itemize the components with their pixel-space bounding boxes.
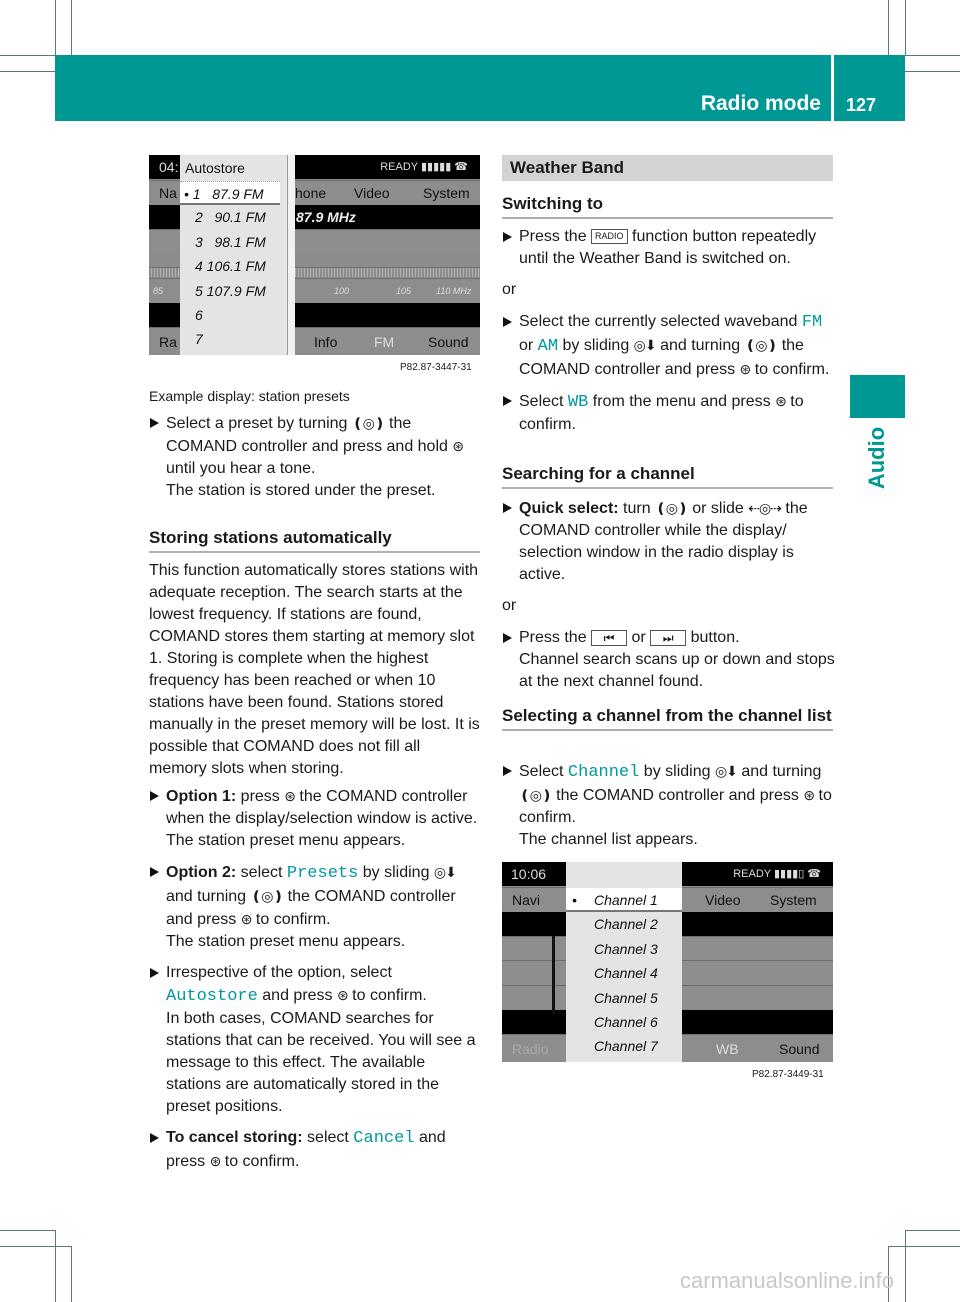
side-tab-label: Audio bbox=[864, 426, 889, 490]
step-result: The station preset menu appears. bbox=[166, 832, 406, 849]
instruction-step bbox=[502, 311, 837, 381]
preset-item[interactable]: 6 bbox=[195, 307, 203, 323]
step-result: Channel search scans up or down and stops at the next channel found. bbox=[519, 651, 835, 690]
page-number: 127 bbox=[834, 55, 905, 121]
figure-code: P82.87-3449-31 bbox=[752, 1069, 824, 1080]
menu-item-reference: AM bbox=[537, 337, 559, 356]
text: and turning bbox=[736, 763, 822, 780]
status-bar: READY ▮▮▮▮▯ ☎ bbox=[733, 868, 821, 880]
channel-item[interactable] bbox=[566, 961, 682, 985]
text: and turning bbox=[655, 337, 745, 354]
channel-item[interactable] bbox=[566, 986, 682, 1010]
channel-item[interactable] bbox=[566, 1034, 682, 1058]
menu-item-reference: Channel bbox=[567, 763, 640, 782]
menu-item-reference: Presets bbox=[286, 864, 359, 883]
nav-item: Ra bbox=[159, 334, 177, 350]
crop-mark bbox=[905, 1230, 906, 1302]
scale-label: 85 bbox=[153, 286, 164, 296]
heading-storing: Storing stations automatically bbox=[149, 527, 480, 553]
menu-item-reference: FM bbox=[801, 313, 823, 332]
nav-item: hone bbox=[295, 185, 327, 201]
or-text: or bbox=[502, 597, 517, 614]
nav-item: Video bbox=[705, 892, 741, 908]
controller-turn-icon: ❪◎❫ bbox=[351, 415, 385, 431]
softkey-wb: WB bbox=[716, 1041, 739, 1057]
bold-label: Option 1: bbox=[166, 788, 237, 805]
scale-label: 100 bbox=[334, 286, 350, 296]
paragraph: This function automatically stores stations with adequate reception. The search starts at the lowest frequency. If stations are found, COMAND stores them starting at memory slot 1. Storing is complete when the highest frequency has been reached or when 10 stations have been found. Stations stored manually in the preset memory will be lost. It is possible that COMAND does not fill all memory slots when storing. bbox=[149, 562, 480, 777]
text: from the menu and press bbox=[588, 393, 776, 410]
section-bar-weather-band: Weather Band bbox=[502, 155, 833, 181]
instruction-step bbox=[149, 412, 481, 502]
crop-mark bbox=[905, 55, 960, 56]
crop-mark bbox=[905, 1230, 960, 1231]
bold-label: Quick select: bbox=[519, 500, 619, 517]
preset-item[interactable]: 5 107.9 FM bbox=[195, 282, 266, 299]
figure-code: P82.87-3447-31 bbox=[400, 362, 472, 373]
channel-item[interactable] bbox=[566, 1010, 682, 1034]
nav-item: System bbox=[423, 185, 470, 201]
softkey-sound: Sound bbox=[779, 1041, 820, 1057]
crop-mark bbox=[905, 0, 906, 55]
channel-label: Channel 3 bbox=[594, 940, 658, 957]
controller-turn-icon: ❪◎❫ bbox=[250, 888, 284, 904]
text: or bbox=[519, 337, 538, 354]
bold-label: Option 2: bbox=[166, 864, 237, 881]
text: the COMAND controller and press bbox=[519, 337, 804, 378]
clock: 10:06 bbox=[511, 866, 547, 882]
instruction-step bbox=[149, 1127, 481, 1173]
or-text: or bbox=[502, 281, 517, 298]
instruction-step bbox=[502, 627, 837, 693]
channel-label: Channel 1 bbox=[594, 892, 658, 908]
text: to confirm. bbox=[519, 787, 832, 826]
channel-item[interactable] bbox=[566, 912, 682, 936]
heading-searching: Searching for a channel bbox=[502, 463, 833, 489]
figure-caption: Example display: station presets bbox=[149, 388, 350, 404]
preset-item[interactable]: 7 bbox=[195, 331, 203, 348]
controller-turn-icon: ❪◎❫ bbox=[655, 500, 688, 516]
crop-mark bbox=[888, 0, 889, 55]
instruction-step bbox=[502, 226, 837, 270]
clock: 04: bbox=[159, 159, 179, 175]
channel-list bbox=[566, 862, 682, 1062]
controller-turn-icon: ❪◎❫ bbox=[519, 787, 552, 803]
skip-forward-button-icon: ⏭ bbox=[650, 630, 686, 646]
bold-label: To cancel storing: bbox=[166, 1129, 303, 1146]
text: by sliding bbox=[639, 763, 715, 780]
step-result: The station preset menu appears. bbox=[166, 933, 406, 950]
skip-back-button-icon: ⏮ bbox=[591, 630, 627, 646]
menu-item-reference: WB bbox=[567, 393, 589, 412]
nav-item: System bbox=[770, 892, 817, 908]
controller-press-icon: ⊛ bbox=[452, 438, 464, 454]
text: press bbox=[236, 788, 285, 805]
softkey-sound: Sound bbox=[428, 334, 469, 350]
nav-item: Na bbox=[159, 185, 177, 201]
crop-mark bbox=[0, 55, 55, 56]
text: by sliding bbox=[558, 337, 634, 354]
text: select bbox=[236, 864, 287, 881]
instruction-step bbox=[149, 785, 481, 852]
station-presets-display bbox=[149, 155, 480, 355]
text: turn bbox=[618, 500, 656, 517]
scrollbar[interactable] bbox=[287, 155, 295, 355]
step-result: The channel list appears. bbox=[519, 831, 698, 848]
crop-mark bbox=[71, 1246, 72, 1302]
text: Select the currently selected waveband bbox=[519, 313, 802, 330]
softkey-fm: FM bbox=[374, 334, 395, 350]
text: the COMAND controller while the display/ selection window in the radio display is active. bbox=[519, 500, 808, 583]
crop-mark bbox=[0, 1246, 71, 1247]
preset-item[interactable]: 3 98.1 FM bbox=[195, 233, 266, 250]
controller-press-icon: ⊛ bbox=[209, 1153, 221, 1169]
text: to confirm. bbox=[519, 393, 804, 433]
softkey-info: Info bbox=[314, 334, 338, 350]
channel-label: Channel 6 bbox=[594, 1014, 658, 1030]
preset-item[interactable]: • 1 87.9 FM bbox=[180, 181, 280, 205]
crop-mark bbox=[888, 1246, 960, 1247]
instruction-step bbox=[502, 760, 837, 851]
step-result: In both cases, COMAND searches for stations that can be received. You will see a message to this effect. The available stations are automatically stored in the preset positions. bbox=[166, 1010, 476, 1115]
menu-item-reference: Cancel bbox=[353, 1129, 415, 1148]
nav-item: Video bbox=[354, 185, 390, 201]
text: by sliding bbox=[358, 864, 434, 881]
text: the COMAND controller and press bbox=[551, 787, 804, 804]
crop-mark bbox=[71, 0, 72, 55]
channel-label: Channel 2 bbox=[594, 916, 658, 933]
text: Irrespective of the option, select bbox=[166, 964, 392, 981]
instruction-step bbox=[502, 497, 837, 586]
channel-label: Channel 7 bbox=[594, 1038, 658, 1055]
controller-slide-down-icon: ◎⬇ bbox=[433, 864, 456, 880]
text: to confirm. bbox=[347, 987, 427, 1004]
heading-selecting: Selecting a channel from the channel list bbox=[502, 705, 833, 731]
text: until you hear a tone. bbox=[166, 460, 316, 477]
crop-mark bbox=[905, 71, 960, 72]
text: button. bbox=[686, 629, 740, 646]
controller-press-icon: ⊛ bbox=[336, 987, 348, 1003]
text: Select a preset by turning bbox=[166, 415, 352, 432]
menu-title: Autostore bbox=[185, 160, 245, 176]
controller-slide-down-icon: ◎⬇ bbox=[633, 337, 656, 353]
controller-turn-icon: ❪◎❫ bbox=[744, 337, 778, 353]
side-tab-marker bbox=[850, 375, 905, 418]
text: function button repeatedly until the Weather Band is switched on. bbox=[519, 228, 817, 267]
text: or slide bbox=[687, 500, 749, 517]
text: to confirm. bbox=[220, 1153, 300, 1170]
text: Select bbox=[519, 393, 568, 410]
channel-item[interactable] bbox=[566, 888, 682, 912]
instruction-step bbox=[149, 962, 481, 1118]
text: the COMAND controller when the display/selection window is active. bbox=[166, 788, 478, 827]
controller-slide-down-icon: ◎⬇ bbox=[714, 763, 737, 779]
text: the COMAND controller and press and hold bbox=[166, 415, 453, 455]
channel-list-display bbox=[502, 862, 833, 1062]
section-title: Radio mode bbox=[55, 55, 831, 121]
crop-mark bbox=[0, 71, 55, 72]
text: to confirm. bbox=[251, 911, 331, 928]
text: Select bbox=[519, 763, 568, 780]
text: and turning bbox=[166, 888, 251, 905]
crop-mark bbox=[55, 0, 56, 55]
text: Press the bbox=[519, 629, 592, 646]
channel-item[interactable] bbox=[566, 937, 682, 961]
crop-mark bbox=[55, 1230, 56, 1302]
controller-press-icon: ⊛ bbox=[240, 911, 252, 927]
status-bar: READY ▮▮▮▮▮ ☎ bbox=[380, 161, 468, 173]
controller-press-icon: ⊛ bbox=[775, 393, 786, 409]
scale-label: 105 bbox=[396, 286, 412, 296]
selected-bullet-icon: • bbox=[572, 892, 577, 908]
text: the COMAND controller and press bbox=[166, 888, 456, 928]
text: or bbox=[627, 629, 651, 646]
controller-press-icon: ⊛ bbox=[739, 361, 751, 377]
text: to confirm. bbox=[750, 361, 830, 378]
preset-item[interactable]: 4 106.1 FM bbox=[195, 258, 266, 275]
controller-slide-lr-icon: ⇠◎⇢ bbox=[748, 500, 781, 516]
preset-item[interactable]: 2 90.1 FM bbox=[195, 209, 266, 226]
step-result: The station is stored under the preset. bbox=[166, 482, 436, 499]
text: and press bbox=[166, 1129, 446, 1170]
text: Press the bbox=[519, 228, 592, 245]
text: and press bbox=[257, 987, 337, 1004]
controller-press-icon: ⊛ bbox=[803, 787, 815, 803]
crop-mark bbox=[0, 1230, 55, 1231]
radio-button-icon: RADIO bbox=[591, 229, 628, 244]
instruction-step bbox=[502, 390, 837, 436]
frequency: 87.9 MHz bbox=[296, 209, 356, 225]
nav-item: Radio bbox=[512, 1041, 549, 1057]
channel-label: Channel 4 bbox=[594, 965, 658, 982]
controller-press-icon: ⊛ bbox=[284, 788, 295, 804]
channel-label: Channel 5 bbox=[594, 989, 658, 1006]
watermark: carmanualsonline.info bbox=[680, 1268, 895, 1293]
nav-item: Navi bbox=[512, 892, 541, 908]
heading-switching: Switching to bbox=[502, 193, 833, 219]
preset-list bbox=[180, 155, 287, 355]
menu-item-reference: Autostore bbox=[166, 987, 258, 1006]
instruction-step bbox=[149, 861, 481, 953]
text: select bbox=[302, 1129, 354, 1146]
scale-label: 110 MHz bbox=[436, 286, 472, 296]
